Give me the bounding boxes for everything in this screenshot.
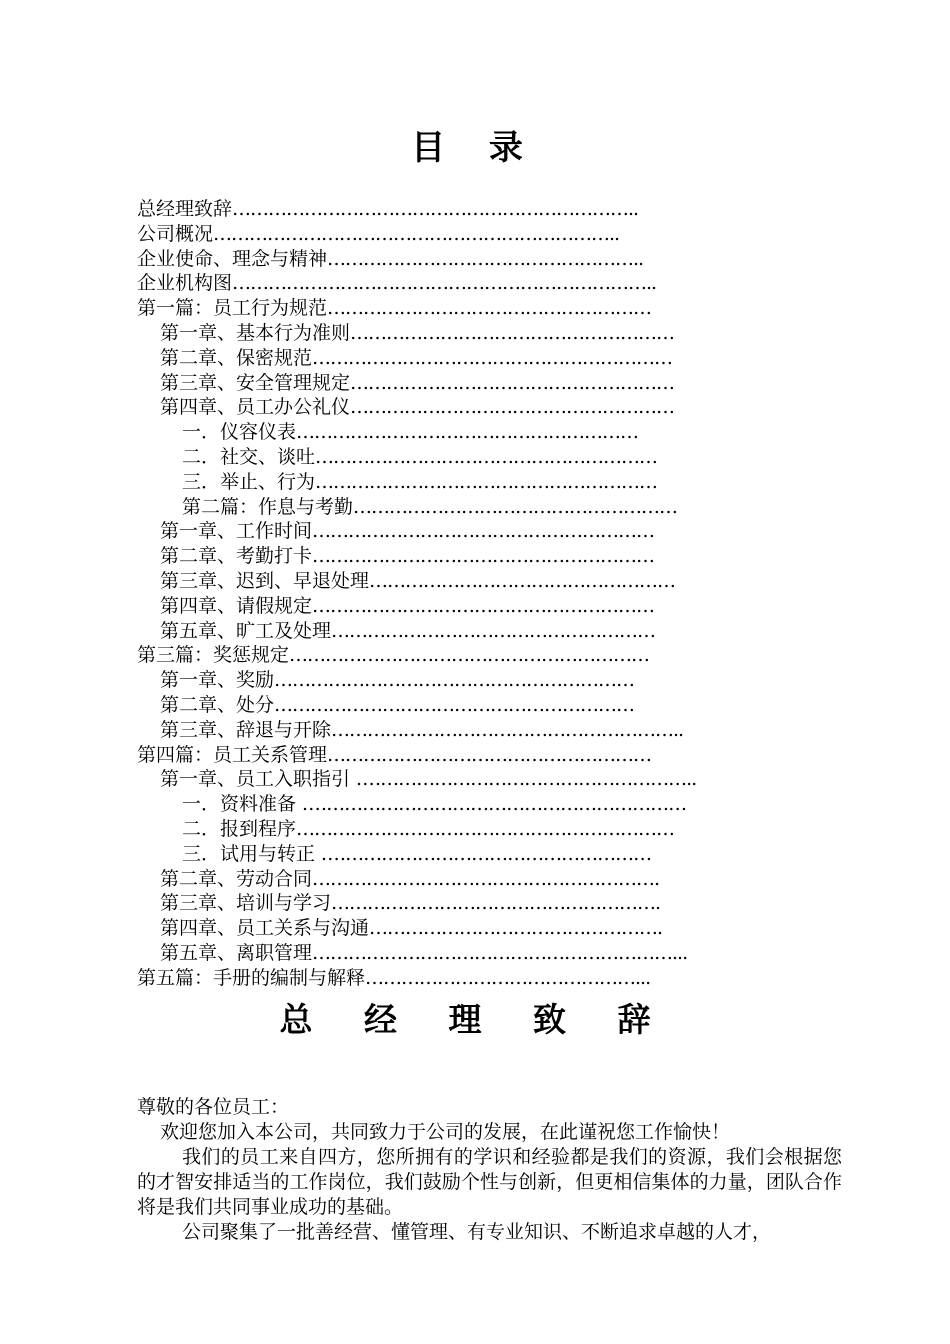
toc-leader-dots: ………………………………………………: [350, 396, 675, 419]
toc-leader-dots: …………………………………………………: [312, 545, 655, 568]
toc-entry-title: 第五篇：手册的编制与解释: [137, 966, 366, 989]
toc-entry[interactable]: [137, 767, 837, 792]
toc-leader-dots: ……………………………………………………: [312, 346, 673, 369]
toc-leader-dots: …………………………………………………: [296, 421, 639, 444]
toc-entry[interactable]: [137, 842, 837, 867]
toc-entry[interactable]: [137, 966, 837, 991]
toc-entry[interactable]: [137, 743, 837, 768]
toc-entry[interactable]: [137, 371, 837, 396]
toc-entry-title: 第三章、辞退与开除: [160, 718, 332, 741]
toc-entry-title: 二．社交、谈吐: [182, 445, 316, 468]
toc-entry[interactable]: [137, 296, 837, 321]
toc-leader-dots: ……………………………………………………: [274, 693, 635, 716]
toc-entry-title: 第四章、员工关系与沟通: [160, 917, 370, 940]
toc-entry-title: 第一章、工作时间: [160, 520, 313, 543]
toc-entry-title: 第二篇：作息与考勤: [182, 495, 354, 518]
toc-entry[interactable]: [137, 420, 837, 445]
toc-entry-title: 第一章、基本行为准则: [160, 321, 351, 344]
toc-title: 目 录: [411, 128, 539, 168]
toc-entry-title: 第一篇：员工行为规范: [137, 297, 328, 320]
toc-entry-title: 第一章、员工入职指引 .: [160, 768, 363, 791]
toc-entry-title: 公司概况: [137, 222, 214, 245]
toc-leader-dots: ……………………………………………………...: [312, 941, 688, 964]
toc-entry-title: 第五章、旷工及处理: [160, 619, 332, 642]
toc-entry-title: 一．资料准备 .: [182, 793, 309, 816]
toc-leader-dots: ………………………………………………………: [296, 817, 675, 840]
toc-entry[interactable]: [137, 693, 837, 718]
toc-leader-dots: ………………………………………………..: [362, 768, 697, 791]
toc-entry-title: 三．试用与转正 .: [182, 842, 328, 865]
toc-entry[interactable]: [137, 817, 837, 842]
toc-entry-title: 总经理致辞: [137, 198, 233, 220]
toc-leader-dots: ………………………………………………: [331, 619, 656, 642]
toc-entry-title: 企业机构图: [137, 272, 233, 295]
toc-leader-dots: …………………………………………………………..: [213, 222, 620, 245]
toc-leader-dots: ………………………………………………: [327, 842, 652, 865]
toc-leader-dots: …………………………………………………………..: [232, 198, 639, 220]
toc-entry[interactable]: [137, 395, 837, 420]
toc-entry[interactable]: [137, 718, 837, 743]
toc-entry[interactable]: [137, 619, 837, 644]
letter-paragraph: 我们的员工来自四方，您所拥有的学识和经验都是我们的资源，我们会根据您的才智安排适当的工作岗位，我们鼓励个性与创新，但更相信集体的力量，团队合作将是我们共同事业成功的基础。: [137, 1146, 842, 1218]
toc-entry-title: 第三章、迟到、早退处理: [160, 569, 370, 592]
toc-entry-title: 第四章、员工办公礼仪: [160, 396, 351, 419]
toc-entry-title: 三．举止、行为: [182, 470, 316, 493]
toc-entry-title: 第二章、劳动合同: [160, 867, 313, 890]
toc-entry[interactable]: [137, 544, 837, 569]
toc-entry-title: 第三章、安全管理规定: [160, 371, 351, 394]
toc-entry-title: 第二章、处分: [160, 693, 275, 716]
letter-paragraph: 公司聚集了一批善经营、懂管理、有专业知识、不断追求卓越的人才，: [182, 1221, 772, 1243]
toc-entry-title: 第三篇：奖惩规定: [137, 644, 290, 667]
toc-leader-dots: ………………………………………………: [350, 321, 675, 344]
toc-entry[interactable]: [137, 271, 837, 296]
toc-entry[interactable]: [137, 495, 837, 520]
toc-entry[interactable]: [137, 519, 837, 544]
toc-entry[interactable]: [137, 891, 837, 916]
toc-leader-dots: …………………………………………………..: [331, 718, 684, 741]
letter-title: 总 经 理 致 辞: [279, 1000, 671, 1039]
toc-entry-title: 二．报到程序: [182, 817, 297, 840]
toc-entry-title: 第五章、离职管理: [160, 941, 313, 964]
toc-leader-dots: ……………………………………………………: [274, 669, 635, 692]
toc-leader-dots: ………………………………………………….: [312, 867, 660, 890]
toc-entry-title: 第四篇：员工关系管理: [137, 743, 328, 766]
toc-leader-dots: ……………………………………………………………..: [232, 272, 657, 295]
toc-entry[interactable]: [137, 594, 837, 619]
toc-leader-dots: …………………………………………………: [315, 470, 658, 493]
toc-entry-title: 第三章、培训与学习: [160, 892, 332, 915]
toc-leader-dots: ………………………………………….: [369, 917, 663, 940]
toc-leader-dots: ………………………………………………: [327, 297, 652, 320]
toc-entry[interactable]: [137, 247, 837, 272]
toc-leader-dots: ……………………………………………: [369, 569, 676, 592]
toc-leader-dots: ……………………………………………….: [331, 892, 661, 915]
table-of-contents: [137, 197, 837, 991]
toc-leader-dots: ………………………………………………: [327, 743, 652, 766]
toc-entry[interactable]: [137, 321, 837, 346]
toc-leader-dots: ………………………………………………: [350, 371, 675, 394]
toc-leader-dots: ………………………………………………: [353, 495, 678, 518]
toc-leader-dots: ………………………………………………………: [308, 793, 687, 816]
toc-entry-title: 第一章、奖励: [160, 669, 275, 692]
toc-entry[interactable]: [137, 867, 837, 892]
toc-leader-dots: …………………………………………………: [315, 445, 658, 468]
toc-leader-dots: ……………………………………………..: [327, 247, 644, 270]
toc-entry[interactable]: [137, 569, 837, 594]
toc-leader-dots: …………………………………………………: [312, 594, 655, 617]
toc-leader-dots: ………………………………………...: [365, 966, 651, 989]
toc-entry-title: 一．仪容仪表: [182, 421, 297, 444]
toc-entry-title: 企业使命、理念与精神: [137, 247, 328, 270]
toc-entry-title: 第四章、请假规定: [160, 594, 313, 617]
toc-entry[interactable]: [137, 470, 837, 495]
toc-entry[interactable]: [137, 222, 837, 247]
toc-entry[interactable]: [137, 941, 837, 966]
toc-entry[interactable]: [137, 643, 837, 668]
toc-entry[interactable]: [137, 346, 837, 371]
toc-entry[interactable]: [137, 197, 837, 222]
toc-leader-dots: ……………………………………………………: [289, 644, 650, 667]
letter-body: [137, 1095, 842, 1245]
toc-leader-dots: …………………………………………………: [312, 520, 655, 543]
toc-entry[interactable]: [137, 445, 837, 470]
letter-salutation: 尊敬的各位员工：: [137, 1096, 290, 1118]
toc-entry-title: 第二章、考勤打卡: [160, 545, 313, 568]
toc-entry[interactable]: [137, 668, 837, 693]
toc-entry[interactable]: [137, 792, 837, 817]
toc-entry-title: 第二章、保密规范: [160, 346, 313, 369]
letter-paragraph: 欢迎您加入本公司，共同致力于公司的发展，在此谨祝您工作愉快！: [160, 1121, 731, 1143]
toc-entry[interactable]: [137, 916, 837, 941]
